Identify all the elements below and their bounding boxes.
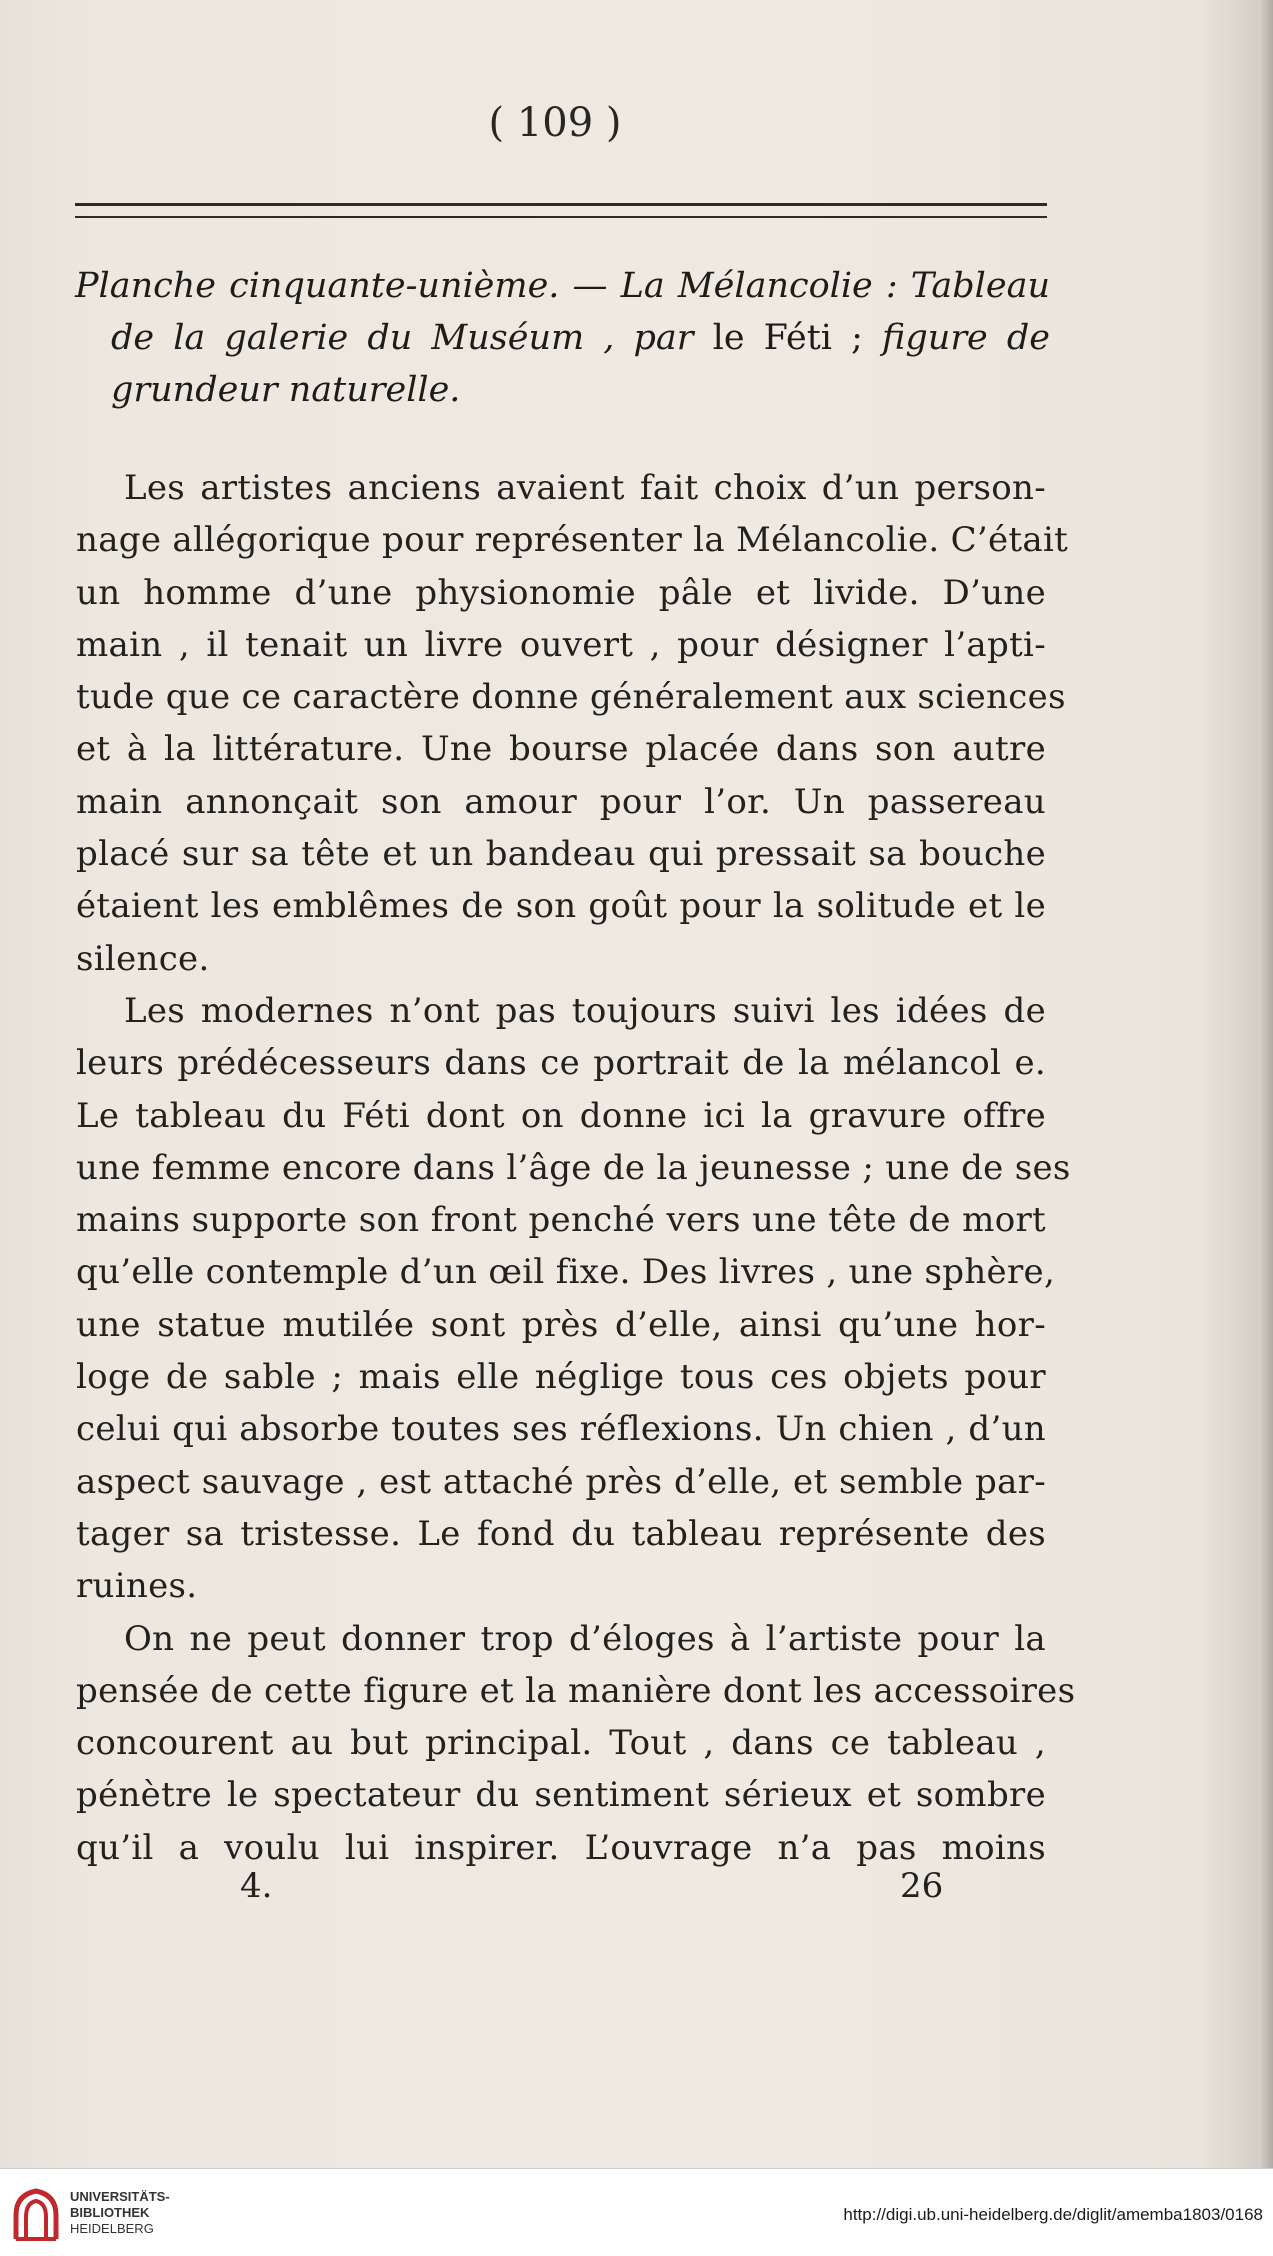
text-line: tude que ce caractère donne généralement aux sciences — [76, 677, 1066, 718]
text-line: aspect sauvage , est attaché près d’elle, et semble par- — [76, 1461, 1046, 1502]
text-line: leurs prédécesseurs dans ce portrait de la mélancol e. — [76, 1043, 1046, 1084]
text-line: placé sur sa tête et un bandeau qui pressait sa bouche — [76, 834, 1046, 875]
text-line: loge de sable ; mais elle néglige tous ces objets pour — [76, 1357, 1046, 1398]
text-line: Les modernes n’ont pas toujours suivi les idées de — [124, 990, 1046, 1031]
text-line: qu’il a voulu lui inspirer. L’ouvrage n’a pas moins — [76, 1827, 1046, 1868]
text-line: celui qui absorbe toutes ses réflexions. Un chien , d’un — [76, 1409, 1046, 1450]
text-line: ruines. — [76, 1566, 198, 1607]
heading-line-2-part-a: de la galerie du Muséum , par — [111, 318, 713, 358]
library-logo-icon — [12, 2185, 60, 2243]
library-name-line-1: UNIVERSITÄTS- — [70, 2189, 170, 2204]
text-line: main annonçait son amour pour l’or. Un passereau — [76, 781, 1046, 822]
text-line: étaient les emblêmes de son goût pour la solitude et le — [76, 886, 1046, 927]
library-name-line-3: HEIDELBERG — [70, 2221, 154, 2236]
text-line: Les artistes anciens avaient fait choix d’un person- — [124, 468, 1046, 508]
text-line: un homme d’une physionomie pâle et livide. D’une — [76, 572, 1046, 613]
text-line: pensée de cette figure et la manière dont les accessoires — [76, 1670, 1076, 1711]
text-line: tager sa tristesse. Le fond du tableau représente des — [76, 1513, 1046, 1554]
text-line: qu’elle contemple d’un œil fixe. Des livres , une sphère, — [76, 1252, 1056, 1293]
text-line: Le tableau du Féti dont on donne ici la gravure offre — [76, 1095, 1046, 1136]
folio-number: 26 — [900, 1866, 944, 1906]
heading-line-2-part-c: figure de — [862, 318, 1050, 358]
text-line: nage allégorique pour représenter la Mélancolie. C’était — [76, 520, 1069, 561]
heading-line-3: grundeur naturelle. — [111, 370, 461, 410]
library-name-line-2: BIBLIOTHEK — [70, 2205, 150, 2220]
permalink-url[interactable]: http://digi.ub.uni-heidelberg.de/diglit/amemba1803/0168 — [843, 2205, 1263, 2224]
library-footer — [0, 2168, 1273, 2256]
text-line: main , il tenait un livre ouvert , pour désigner l’apti- — [76, 624, 1046, 665]
text-line: concourent au but principal. Tout , dans ce tableau , — [76, 1723, 1046, 1764]
text-line: une femme encore dans l’âge de la jeunesse ; une de ses — [76, 1147, 1071, 1188]
signature-mark: 4. — [240, 1866, 273, 1906]
header-rule-thin — [75, 216, 1047, 218]
heading-line-1: Planche cinquante-unième. — La Mélancolie : Tableau — [75, 266, 1050, 306]
library-name — [70, 2189, 170, 2237]
text-line: une statue mutilée sont près d’elle, ainsi qu’une hor- — [76, 1304, 1046, 1345]
heading-line-2-artist: le Féti ; — [712, 318, 863, 358]
text-line: et à la littérature. Une bourse placée dans son autre — [76, 729, 1046, 770]
heading-line-2 — [75, 312, 1050, 364]
text-line: mains supporte son front penché vers une tête de mort — [76, 1200, 1046, 1241]
header-rule-thick — [75, 203, 1047, 206]
page-edge-shadow — [1259, 0, 1273, 2168]
text-line: pénètre le spectateur du sentiment sérieux et sombre — [76, 1775, 1046, 1816]
page-number: ( 109 ) — [488, 100, 622, 146]
text-line: silence. — [76, 938, 210, 979]
text-line: On ne peut donner trop d’éloges à l’artiste pour la — [124, 1618, 1046, 1659]
body-text — [76, 462, 1076, 1874]
plate-heading — [75, 260, 1050, 416]
